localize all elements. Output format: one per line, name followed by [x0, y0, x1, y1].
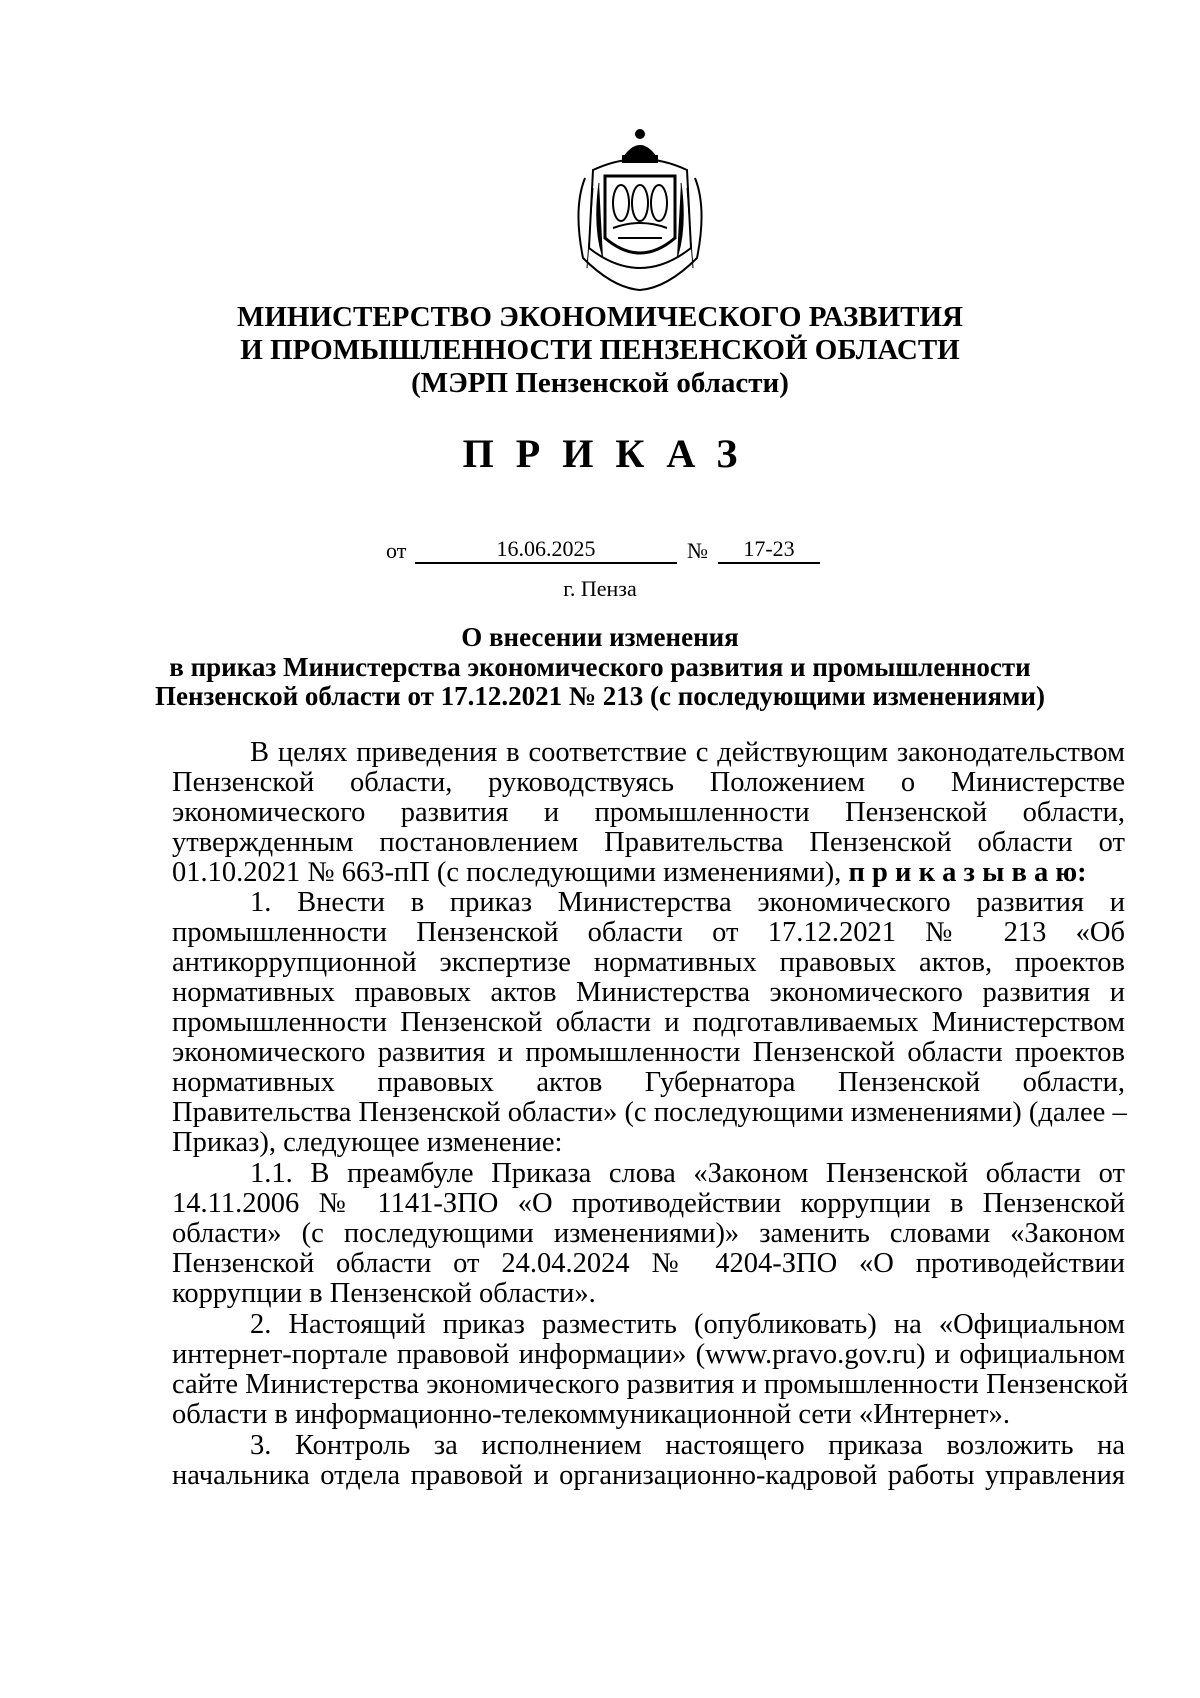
item-1-line: нормативных правовых актов Губернатора Пензенской области, — [172, 1067, 1125, 1098]
document-date: 16.06.2025 — [415, 536, 677, 564]
item-3-line: 3. Контроль за исполнением настоящего приказа возложить на — [250, 1430, 1125, 1461]
item-1-1-line: области» (с последующими изменениями)» заменить словами «Законом — [172, 1218, 1125, 1249]
item-2-line: области в информационно-телекоммуникационной сети «Интернет». — [172, 1399, 1011, 1430]
date-label: от — [386, 538, 407, 563]
item-1-line: промышленности Пензенской области и подготавливаемых Министерством — [172, 1007, 1125, 1038]
document-number: 17-23 — [718, 536, 820, 564]
item-1-line: антикоррупционной экспертизе нормативных правовых актов, проектов — [172, 947, 1125, 978]
document-title-line-2: в приказ Министерства экономического развития и промышленности — [169, 652, 1031, 682]
item-1-line: нормативных правовых актов Министерства экономического развития и — [172, 977, 1125, 1008]
coat-of-arms-emblem — [563, 118, 717, 298]
item-1-line: экономического развития и промышленности Пензенской области проектов — [172, 1037, 1125, 1068]
preamble-line: утвержденным постановлением Правительства Пензенской области от — [172, 827, 1125, 858]
number-label: № — [687, 538, 708, 563]
preamble-line: В целях приведения в соответствие с действующим законодательством — [250, 737, 1125, 768]
preamble-line: экономического развития и промышленности Пензенской области, — [172, 797, 1125, 828]
item-1-1-line: 1.1. В преамбуле Приказа слова «Законом Пензенской области от — [250, 1158, 1125, 1189]
item-1-1-line: Пензенской области от 24.04.2024 № 4204-ЗПО «О противодействии — [172, 1248, 1125, 1279]
ministry-name-line-1: МИНИСТЕРСТВО ЭКОНОМИЧЕСКОГО РАЗВИТИЯ — [237, 301, 963, 333]
item-1-1-line: 14.11.2006 № 1141-ЗПО «О противодействии коррупции в Пензенской — [172, 1188, 1125, 1219]
document-title-line-1: О внесении изменения — [461, 622, 739, 652]
preamble-last-text: 01.10.2021 № 663-пП (с последующими изменениями), — [172, 857, 842, 888]
item-1-line: Приказ), следующее изменение: — [172, 1127, 563, 1158]
item-1-line: промышленности Пензенской области от 17.12.2021 № 213 «Об — [172, 917, 1125, 948]
item-1-line: Правительства Пензенской области» (с последующими изменениями) (далее – — [172, 1097, 1127, 1128]
order-directive: п р и к а з ы в а ю: — [848, 857, 1087, 888]
item-1-line: 1. Внести в приказ Министерства экономического развития и — [250, 887, 1125, 918]
item-2-line: интернет-портале правовой информации» (www.pravo.gov.ru) и официальном — [172, 1339, 1125, 1370]
document-title-line-3: Пензенской области от 17.12.2021 № 213 (с последующими изменениями) — [155, 681, 1045, 711]
item-2-line: 2. Настоящий приказ разместить (опубликовать) на «Официальном — [250, 1309, 1125, 1340]
document-type-heading: ПРИКАЗ — [462, 431, 760, 476]
preamble-line: Пензенской области, руководствуясь Положением о Министерстве — [172, 767, 1125, 798]
ministry-abbreviation: (МЭРП Пензенской области) — [411, 367, 789, 399]
preamble-line — [172, 856, 1125, 890]
item-1-1-line: коррупции в Пензенской области». — [172, 1278, 596, 1309]
ministry-name-line-2: И ПРОМЫШЛЕННОСТИ ПЕНЗЕНСКОЙ ОБЛАСТИ — [240, 334, 960, 366]
document-city: г. Пенза — [563, 576, 637, 601]
item-3-line: начальника отдела правовой и организационно-кадровой работы управления — [172, 1460, 1125, 1491]
item-2-line: сайте Министерства экономического развития и промышленности Пензенской — [172, 1369, 1129, 1400]
